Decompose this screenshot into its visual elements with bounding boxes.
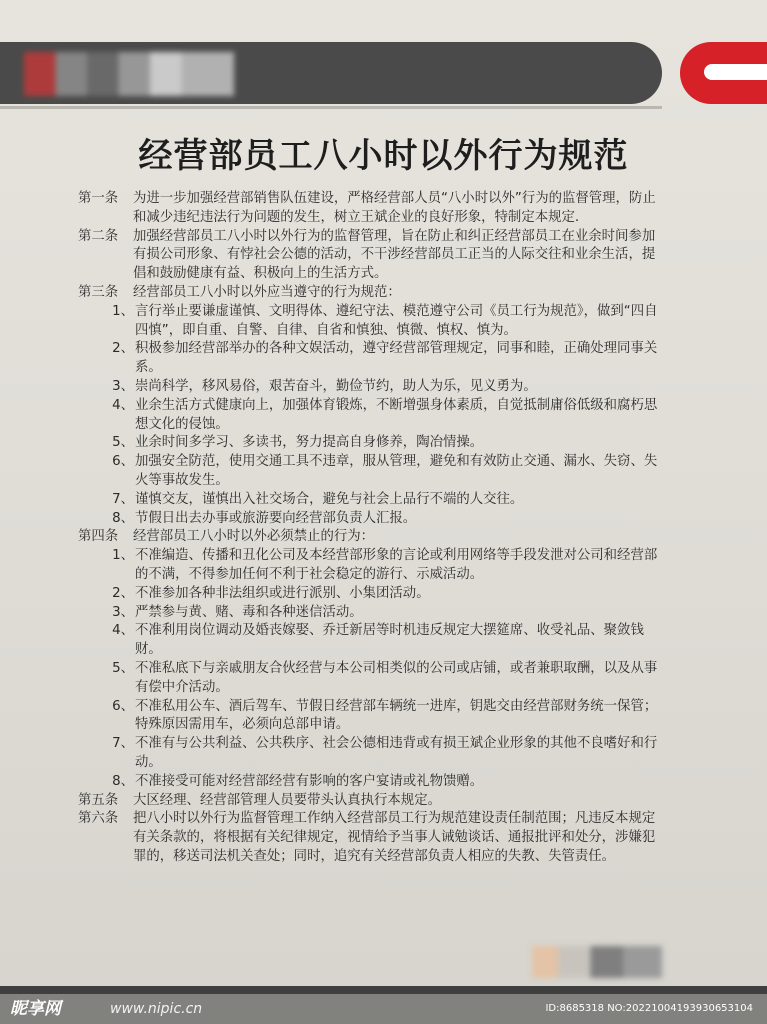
brand-mark-icon — [680, 42, 767, 104]
list-item: 3、 严禁参与黄、赌、毒和各种迷信活动。 — [112, 604, 363, 620]
article-label: 第三条 — [78, 284, 119, 300]
watermark-url: www.nipic.cn — [110, 1001, 203, 1017]
blurred-footer-logo — [532, 946, 662, 978]
article-text: 大区经理、经营部管理人员要带头认真执行本规定。 — [133, 792, 441, 808]
article-text: 经营部员工八小时以外必须禁止的行为： — [133, 529, 375, 545]
article-text: 为进一步加强经营部销售队伍建设，严格经营部人员“八小时以外”行为的监督管理，防止和减少违纪违法行为问题的发生，树立王斌企业的良好形象，特制定本规定. — [133, 191, 656, 225]
article-5 — [0, 792, 667, 811]
blurred-logo — [24, 52, 234, 96]
article-label: 第二条 — [78, 228, 119, 244]
article-text: 经营部员工八小时以外应当遵守的行为规范： — [133, 284, 401, 300]
list-item: 1、 不准编造、传播和丑化公司及本经营部形象的言论或利用网络等手段发泄对公司和经营部的不满，不得参加任何不利于社会稳定的游行、示威活动。 — [112, 548, 658, 582]
article-label: 第四条 — [78, 529, 119, 545]
list-item: 5、 不准私底下与亲戚朋友合伙经营与本公司相类似的公司或店铺，或者兼职取酬，以及从事有偿中介活动。 — [112, 660, 658, 695]
article-label: 第五条 — [78, 792, 119, 808]
article-1 — [0, 190, 667, 228]
list-item: 8、 节假日出去办事或旅游要向经营部负责人汇报。 — [112, 510, 417, 526]
watermark-logo: 昵享网 — [10, 999, 61, 1019]
article-2 — [0, 228, 667, 284]
article-text: 加强经营部员工八小时以外行为的监督管理，旨在防止和纠正经营部员工在业余时间参加有损公司形象、有悖社会公德的活动，不干涉经营部员工正当的人际交往和业余生活，提倡和鼓励健康有益、积极向上的生活方式。 — [133, 228, 656, 282]
document-body — [0, 190, 767, 867]
list-item: 6、 加强安全防范，使用交通工具不违章，服从管理，避免和有效防止交通、漏水、失窃、失火等事故发生。 — [112, 454, 658, 488]
page-title: 经营部员工八小时以外行为规范 — [138, 136, 629, 176]
watermark-id: ID:8685318 NO:20221004193930653104 — [545, 1003, 753, 1014]
article-label: 第六条 — [78, 811, 119, 827]
article-3 — [0, 284, 667, 303]
list-item: 1、 言行举止要谦虚谨慎、文明得体、遵纪守法、模范遵守公司《员工行为规范》，做到“四自四慎”，即自重、自警、自律、自省和慎独、慎微、慎权、慎为。 — [112, 303, 658, 338]
list-item: 6、 不准私用公车、酒后驾车、节假日经营部车辆统一进库，钥匙交由经营部财务统一保管；特殊原因需用车，必须向总部申请。 — [112, 698, 658, 733]
list-item: 7、 谨慎交友，谨慎出入社交场合，避免与社会上品行不端的人交往。 — [112, 491, 524, 507]
article-6 — [0, 810, 667, 866]
footer-bar — [0, 986, 767, 994]
header-divider — [0, 106, 662, 109]
list-item: 3、 崇尚科学，移风易俗，艰苦奋斗，勤俭节约，助人为乐，见义勇为。 — [112, 378, 537, 394]
list-item: 4、 不准利用岗位调动及婚丧嫁娶、乔迁新居等时机违反规定大摆筵席、收受礼品、聚敛钱财。 — [112, 623, 644, 658]
article-text: 把八小时以外行为监督管理工作纳入经营部员工行为规范建设责任制范围；凡违反本规定有关条款的，将根据有关纪律规定，视情给予当事人诫勉谈话、通报批评和处分，涉嫌犯罪的，移送司法机关查处；同时，追究有关经营部负责人相应的失教、失管责任。 — [133, 811, 656, 864]
list-item: 4、 业余生活方式健康向上，加强体育锻炼，不断增强身体素质，自觉抵制庸俗低级和腐朽思想文化的侵蚀。 — [112, 397, 658, 432]
list-item: 2、 积极参加经营部举办的各种文娱活动，遵守经营部管理规定，同事和睦，正确处理同事关系。 — [112, 341, 658, 376]
list-item: 8、 不准接受可能对经营部经营有影响的客户宴请或礼物馈赠。 — [112, 773, 484, 789]
list-item: 5、 业余时间多学习、多读书，努力提高自身修养，陶冶情操。 — [112, 435, 484, 451]
article-4 — [0, 528, 667, 547]
list-item: 2、 不准参加各种非法组织或进行派别、小集团活动。 — [112, 585, 430, 601]
article-label: 第一条 — [78, 191, 119, 206]
list-item: 7、 不准有与公共利益、公共秩序、社会公德相违背或有损王斌企业形象的其他不良嗜好和行动。 — [112, 736, 658, 770]
